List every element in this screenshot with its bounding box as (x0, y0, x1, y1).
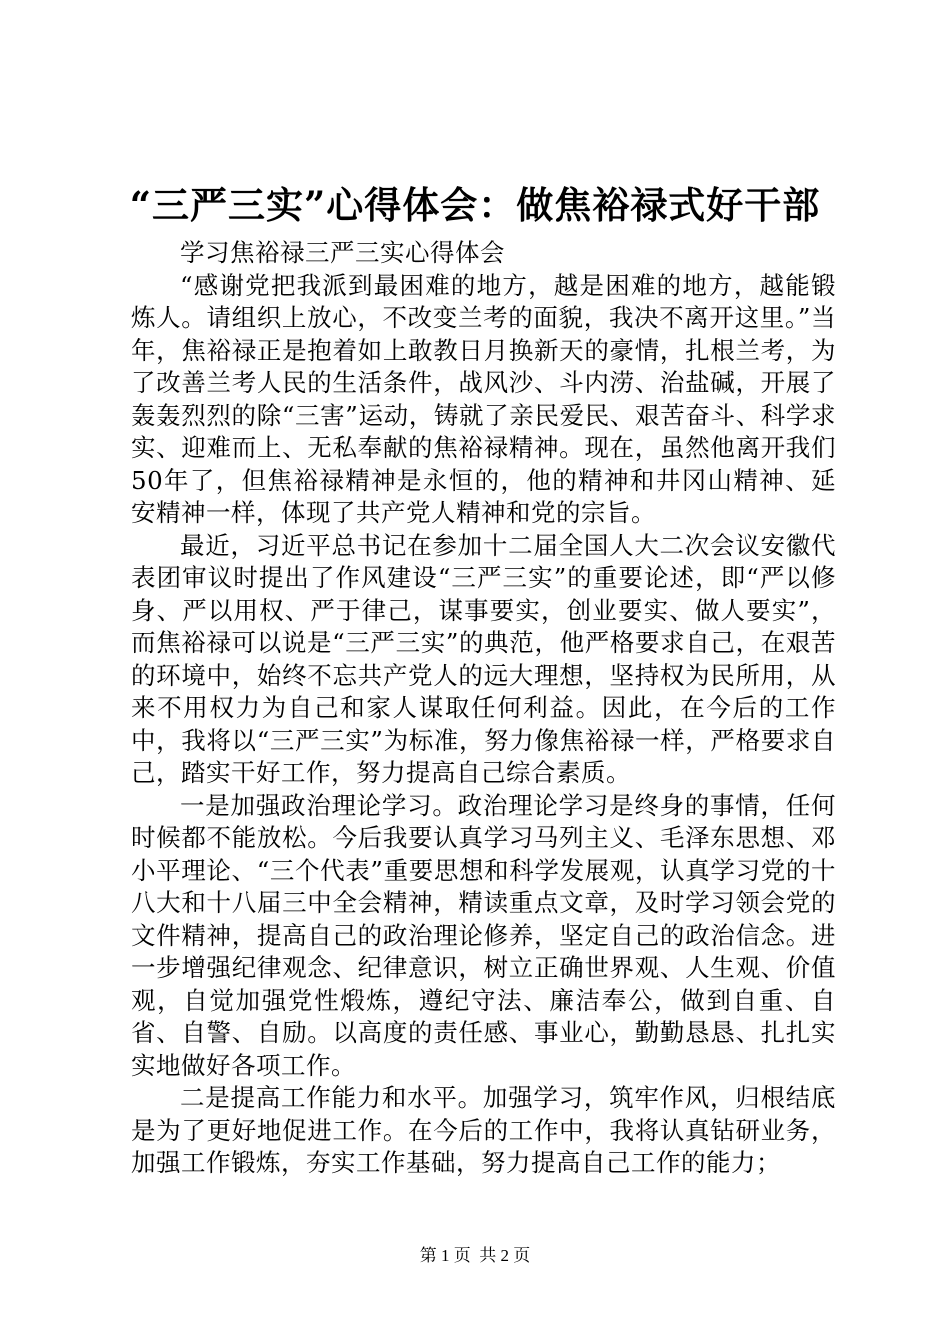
body-paragraph: “感谢党把我派到最困难的地方，越是困难的地方，越能锻炼人。请组织上放心，不改变兰考的面貌，我决不离开这里。”当年，焦裕禄正是抱着如上敢教日月换新天的豪情，扎根兰考，为了改善兰考人民的生活条件，战风沙、斗内涝、治盐碱，开展了轰轰烈烈的除“三害”运动，铸就了亲民爱民、艰苦奋斗、科学求实、迎难而上、无私奉献的焦裕禄精神。现在，虽然他离开我们50年了，但焦裕禄精神是永恒的，他的精神和井冈山精神、延安精神一样，体现了共产党人精神和党的宗旨。 (131, 270, 836, 527)
page-number-label: 第 1 页 共 2 页 (419, 1246, 531, 1265)
page-footer (0, 1245, 950, 1267)
document-body (131, 237, 836, 1180)
body-paragraph: 一是加强政治理论学习。政治理论学习是终身的事情，任何时候都不能放松。今后我要认真学习马列主义、毛泽东思想、邓小平理论、“三个代表”重要思想和科学发展观，认真学习党的十八大和十八届三中全会精神，精读重点文章，及时学习领会党的文件精神，提高自己的政治理论修养，坚定自己的政治信念。进一步增强纪律观念、纪律意识，树立正确世界观、人生观、价值观，自觉加强党性煅炼，遵纪守法、廉洁奉公，做到自重、自省、自警、自励。以高度的责任感、事业心，勤勤恳恳、扎扎实实地做好各项工作。 (131, 790, 836, 1080)
subtitle-paragraph: 学习焦裕禄三严三实心得体会 (180, 238, 505, 267)
body-paragraph: 最近，习近平总书记在参加十二届全国人大二次会议安徽代表团审议时提出了作风建设“三严三实”的重要论述，即“严以修身、严以用权、严于律己，谋事要实，创业要实、做人要实”，而焦裕禄可以说是“三严三实”的典范，他严格要求自己，在艰苦的环境中，始终不忘共产党人的远大理想，坚持权为民所用，从来不用权力为自己和家人谋取任何利益。因此，在今后的工作中，我将以“三严三实”为标准，努力像焦裕禄一样，严格要求自己，踏实干好工作，努力提高自己综合素质。 (131, 530, 836, 787)
document-title: “三严三实”心得体会：做焦裕禄式好干部 (129, 183, 821, 227)
body-paragraph: 二是提高工作能力和水平。加强学习，筑牢作风，归根结底是为了更好地促进工作。在今后的工作中，我将认真钻研业务，加强工作锻炼，夯实工作基础，努力提高自己工作的能力； (131, 1083, 836, 1177)
